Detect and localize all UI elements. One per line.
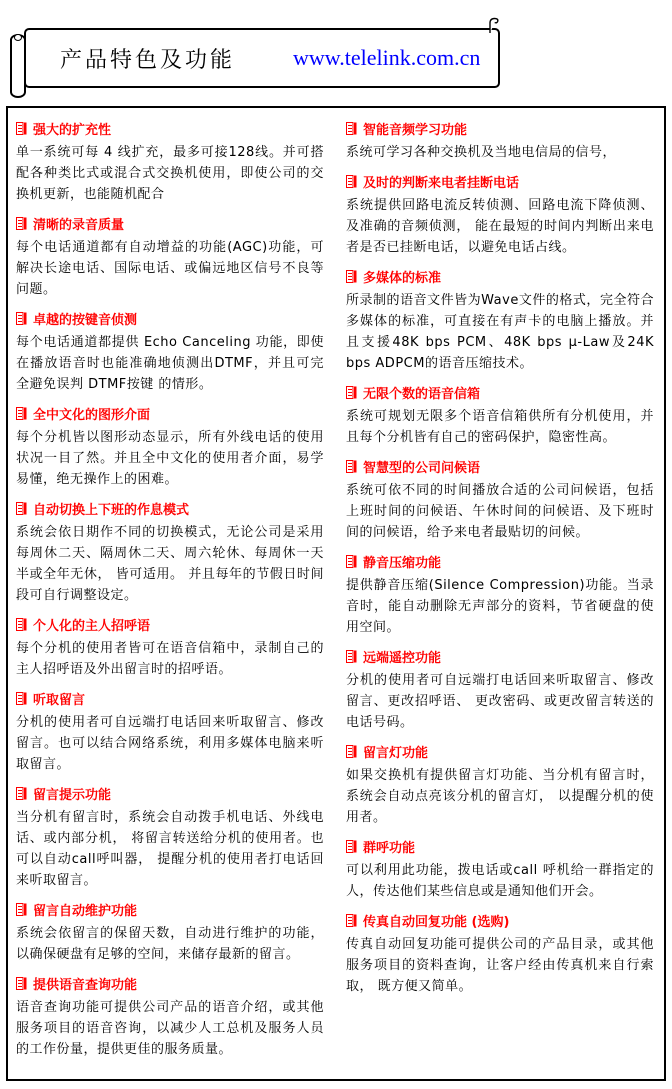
feature-heading-text: 提供语音查询功能	[33, 978, 138, 993]
feature-section	[16, 784, 324, 891]
page-title: 产品特色及功能	[60, 47, 236, 73]
feature-heading-text: 智能音频学习功能	[363, 123, 468, 138]
feature-heading	[16, 404, 324, 423]
feature-body-text: 提供静音压缩(Silence Compression)功能。当录音时，能自动删除无声部分的资料，节省硬盘的使用空间。	[346, 578, 654, 635]
feature-section	[16, 404, 324, 490]
feature-heading	[346, 172, 654, 191]
header-scroll-banner	[10, 26, 500, 100]
feature-heading	[16, 214, 324, 233]
document-bullet-icon	[346, 745, 357, 758]
feature-heading	[346, 267, 654, 286]
document-bullet-icon	[346, 386, 357, 399]
feature-section	[346, 172, 654, 258]
feature-body-text: 语音查询功能可提供公司产品的语音介绍，或其他服务项目的语音咨询，以减少人工总机及服务人员的工作份量，提供更佳的服务质量。	[16, 1000, 324, 1057]
feature-heading-text: 个人化的主人招呼语	[33, 619, 151, 634]
feature-body-text: 系统可规划无限多个语音信箱供所有分机使用，并且每个分机皆有自己的密码保护，隐密性高。	[346, 409, 654, 445]
feature-body-text: 可以利用此功能，拨电话或call 呼机给一群指定的人，传达他们某些信息或是通知他们开会。	[346, 863, 654, 899]
document-bullet-icon	[16, 217, 27, 230]
feature-heading-text: 自动切换上下班的作息模式	[33, 503, 190, 518]
document-bullet-icon	[16, 312, 27, 325]
feature-heading	[346, 837, 654, 856]
document-bullet-icon	[346, 175, 357, 188]
scroll-roll-left	[10, 34, 26, 98]
feature-heading	[16, 499, 324, 518]
document-bullet-icon	[16, 618, 27, 631]
features-content-box	[6, 106, 666, 1081]
feature-heading-text: 听取留言	[33, 693, 86, 708]
left-column	[16, 112, 324, 1069]
feature-section	[16, 974, 324, 1060]
feature-body-text: 所录制的语音文件皆为Wave文件的格式，完全符合多媒体的标准，可直接在有声卡的电脑上播放。并且支援48K bps PCM、48K bps μ-Law及24K bps ADPCM的语音压缩技术。	[346, 293, 654, 371]
feature-section	[346, 383, 654, 448]
document-bullet-icon	[16, 977, 27, 990]
banner-panel	[24, 28, 500, 88]
document-bullet-icon	[16, 787, 27, 800]
document-bullet-icon	[346, 914, 357, 927]
feature-body-text: 每个电话通道都有自动增益的功能(AGC)功能，可解决长途电话、国际电话、或偏远地区信号不良等问题。	[16, 240, 324, 297]
feature-body-text: 每个电话通道都提供 Echo Canceling 功能，即使在播放语音时也能准确地侦测出DTMF，并且可完全避免误判 DTMF按键 的情形。	[16, 335, 324, 392]
feature-section	[16, 309, 324, 395]
feature-heading-text: 卓越的按键音侦测	[33, 313, 138, 328]
feature-body-text: 如果交换机有提供留言灯功能、当分机有留言时，系统会自动点亮该分机的留言灯， 以提醒分机的使用者。	[346, 768, 654, 825]
feature-body-text: 系统会依日期作不同的切换模式，无论公司是采用每周休二天、隔周休二天、周六轮休、每周休一天半或全年无休， 皆可适用。 并且每年的节假日时间段可自行调整设定。	[16, 525, 324, 603]
feature-section	[346, 267, 654, 374]
feature-heading	[346, 457, 654, 476]
feature-heading-text: 传真自动回复功能 (选购)	[363, 915, 510, 930]
document-bullet-icon	[16, 122, 27, 135]
feature-heading-text: 无限个数的语音信箱	[363, 387, 481, 402]
feature-heading-text: 智慧型的公司问候语	[363, 461, 481, 476]
document-bullet-icon	[346, 122, 357, 135]
feature-body-text: 传真自动回复功能可提供公司的产品目录，或其他服务项目的资料查询，让客户经由传真机来自行索取， 既方便又简单。	[346, 937, 654, 994]
feature-section	[346, 647, 654, 733]
feature-heading-text: 留言自动维护功能	[33, 904, 138, 919]
feature-body-text: 每个分机皆以图形动态显示，所有外线电话的使用状况一目了然。并且全中文化的使用者介面，易学易懂，绝无操作上的困难。	[16, 430, 324, 487]
feature-heading	[16, 119, 324, 138]
feature-section	[16, 615, 324, 680]
feature-body-text: 单一系统可每 4 线扩充，最多可接128线。并可搭配各种类比式或混合式交换机使用，即使公司的交换机更新，也能随机配合	[16, 145, 324, 202]
feature-heading-text: 留言灯功能	[363, 746, 429, 761]
right-column	[346, 112, 654, 1069]
feature-body-text: 分机的使用者可自远端打电话回来听取留言、修改留言。也可以结合网络系统，利用多媒体电脑来听取留言。	[16, 715, 324, 772]
feature-heading	[16, 900, 324, 919]
document-bullet-icon	[346, 270, 357, 283]
feature-section	[16, 689, 324, 775]
document-bullet-icon	[346, 650, 357, 663]
feature-body-text: 系统提供回路电流反转侦测、回路电流下降侦测、及准确的音频侦测， 能在最短的时间内判断出来电者是否已挂断电话，以避免电话占线。	[346, 198, 654, 255]
feature-heading	[16, 309, 324, 328]
document-bullet-icon	[346, 555, 357, 568]
feature-body-text: 系统会依留言的保留天数，自动进行维护的功能，以确保硬盘有足够的空间，来储存最新的留言。	[16, 926, 324, 962]
document-bullet-icon	[16, 502, 27, 515]
feature-heading	[346, 552, 654, 571]
scroll-curl-icon	[487, 16, 502, 37]
feature-heading-text: 及时的判断来电者挂断电话	[363, 176, 520, 191]
feature-heading	[16, 615, 324, 634]
feature-heading	[346, 742, 654, 761]
feature-heading-text: 强大的扩充性	[33, 123, 112, 138]
feature-heading	[346, 119, 654, 138]
feature-body-text: 系统可依不同的时间播放合适的公司问候语，包括上班时间的问候语、午休时间的问候语、及下班时间的问候语，给予来电者最贴切的问候。	[346, 483, 654, 540]
document-bullet-icon	[346, 840, 357, 853]
feature-section	[16, 499, 324, 606]
feature-section	[16, 214, 324, 300]
scroll-roll-hole-icon	[14, 34, 22, 41]
feature-heading-text: 静音压缩功能	[363, 556, 442, 571]
feature-heading	[16, 974, 324, 993]
feature-section	[16, 900, 324, 965]
feature-heading-text: 群呼功能	[363, 841, 416, 856]
website-url-link[interactable]: www.telelink.com.cn	[293, 45, 481, 70]
feature-heading	[16, 784, 324, 803]
feature-section	[346, 911, 654, 997]
feature-section	[346, 742, 654, 828]
document-bullet-icon	[16, 407, 27, 420]
feature-heading-text: 多媒体的标准	[363, 271, 442, 286]
feature-section	[346, 457, 654, 543]
feature-heading-text: 清晰的录音质量	[33, 218, 125, 233]
document-bullet-icon	[16, 692, 27, 705]
feature-body-text: 当分机有留言时，系统会自动拨手机电话、外线电话、或内部分机， 将留言转送给分机的使用者。也可以自动call呼叫器， 提醒分机的使用者打电话回来听取留言。	[16, 810, 324, 888]
feature-heading-text: 留言提示功能	[33, 788, 112, 803]
feature-section	[346, 119, 654, 163]
feature-heading-text: 远端遥控功能	[363, 651, 442, 666]
feature-heading-text: 全中文化的图形介面	[33, 408, 151, 423]
feature-section	[16, 119, 324, 205]
feature-section	[346, 837, 654, 902]
feature-section	[346, 552, 654, 638]
feature-heading	[346, 911, 654, 930]
feature-body-text: 分机的使用者可自远端打电话回来听取留言、修改留言、更改招呼语、 更改密码、或更改留言转送的电话号码。	[346, 673, 654, 730]
feature-heading	[346, 647, 654, 666]
document-bullet-icon	[16, 903, 27, 916]
feature-heading	[16, 689, 324, 708]
document-bullet-icon	[346, 460, 357, 473]
feature-body-text: 每个分机的使用者皆可在语音信箱中，录制自己的主人招呼语及外出留言时的招呼语。	[16, 641, 324, 677]
feature-heading	[346, 383, 654, 402]
feature-body-text: 系统可学习各种交换机及当地电信局的信号，	[346, 145, 617, 160]
